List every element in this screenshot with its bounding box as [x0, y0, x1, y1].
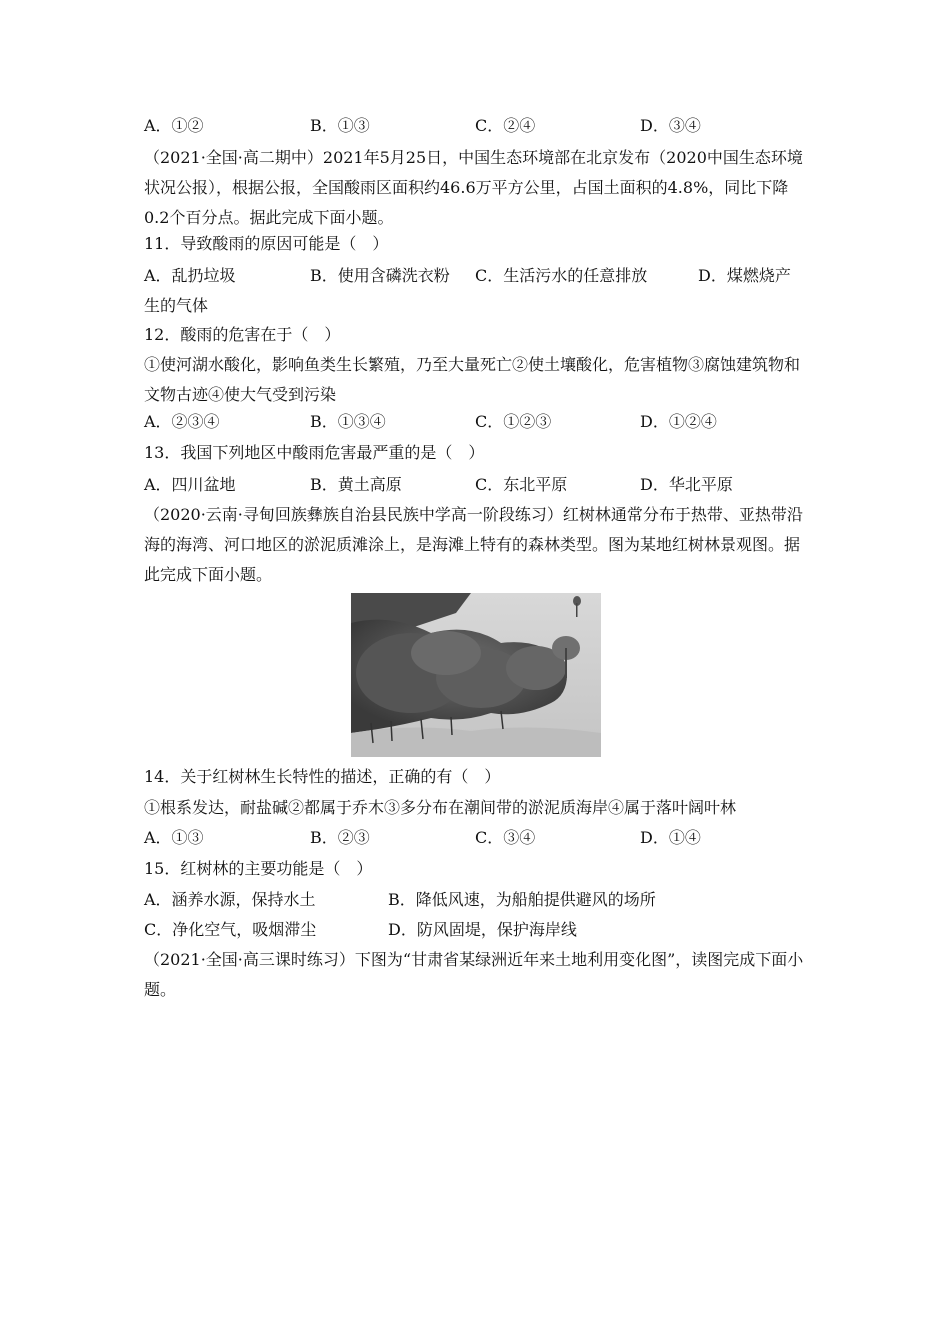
q12-stem: 12．酸雨的危害在于（ ）: [144, 325, 341, 344]
q14-statements: ①根系发达，耐盐碱②都属于乔木③多分布在潮间带的淤泥质海岸④属于落叶阔叶林: [144, 798, 737, 817]
q12-option-b: B．①③④: [310, 412, 386, 431]
q12-option-c: C．①②③: [475, 412, 552, 431]
q14-option-d: D．①④: [640, 828, 701, 847]
q14-option-c: C．③④: [475, 828, 536, 847]
q11-option-c: C．生活污水的任意排放: [475, 266, 648, 285]
q11-option-d-continued: 生的气体: [144, 296, 209, 315]
q12-option-d: D．①②④: [640, 412, 717, 431]
q13-option-d: D．华北平原: [640, 475, 733, 494]
q11-option-d: D．煤燃烧产: [698, 266, 791, 285]
q10-option-d: D．③④: [640, 116, 701, 135]
q14-option-a: A．①③: [144, 828, 204, 847]
q13-option-a: A．四川盆地: [144, 475, 236, 494]
q10-option-b: B．①③: [310, 116, 370, 135]
q11-option-a: A．乱扔垃圾: [144, 266, 236, 285]
q13-option-c: C．东北平原: [475, 475, 568, 494]
mangrove-landscape-photo: [351, 593, 601, 757]
passage-acid-rain: （2021·全国·高二期中）2021年5月25日，中国生态环境部在北京发布（2020中国生态环境状况公报），根据公报，全国酸雨区面积约46.6万平方公里，占国土面积的4.8%，同比下降0.2个百分点。据此完成下面小题。: [144, 148, 803, 227]
q10-option-a: A．①②: [144, 116, 204, 135]
q14-option-b: B．②③: [310, 828, 370, 847]
q11-option-b: B．使用含磷洗衣粉: [310, 266, 450, 285]
q11-stem: 11．导致酸雨的原因可能是（ ）: [144, 234, 389, 253]
q13-option-b: B．黄土高原: [310, 475, 402, 494]
q12-option-a: A．②③④: [144, 412, 220, 431]
q13-stem: 13．我国下列地区中酸雨危害最严重的是（ ）: [144, 443, 485, 462]
passage-oasis: （2021·全国·高三课时练习）下图为“甘肃省某绿洲近年来土地利用变化图”，读图完成下面小题。: [144, 950, 804, 999]
q10-option-c: C．②④: [475, 116, 536, 135]
q14-stem: 14．关于红树林生长特性的描述，正确的有（ ）: [144, 767, 501, 786]
q15-option-d: D．防风固堤，保护海岸线: [388, 920, 577, 939]
q12-statements: ①使河湖水酸化，影响鱼类生长繁殖，乃至大量死亡②使土壤酸化，危害植物③腐蚀建筑物和文物古迹④使大气受到污染: [144, 355, 801, 404]
q15-option-a: A．涵养水源，保持水土: [144, 890, 316, 909]
q15-option-b: B．降低风速，为船舶提供避风的场所: [388, 890, 656, 909]
q15-stem: 15．红树林的主要功能是（ ）: [144, 859, 373, 878]
passage-mangrove: （2020·云南·寻甸回族彝族自治县民族中学高一阶段练习）红树林通常分布于热带、亚热带沿海的海湾、河口地区的淤泥质滩涂上，是海滩上特有的森林类型。图为某地红树林景观图。据此完成下面小题。: [144, 505, 803, 584]
q15-option-c: C．净化空气，吸烟滞尘: [144, 920, 317, 939]
